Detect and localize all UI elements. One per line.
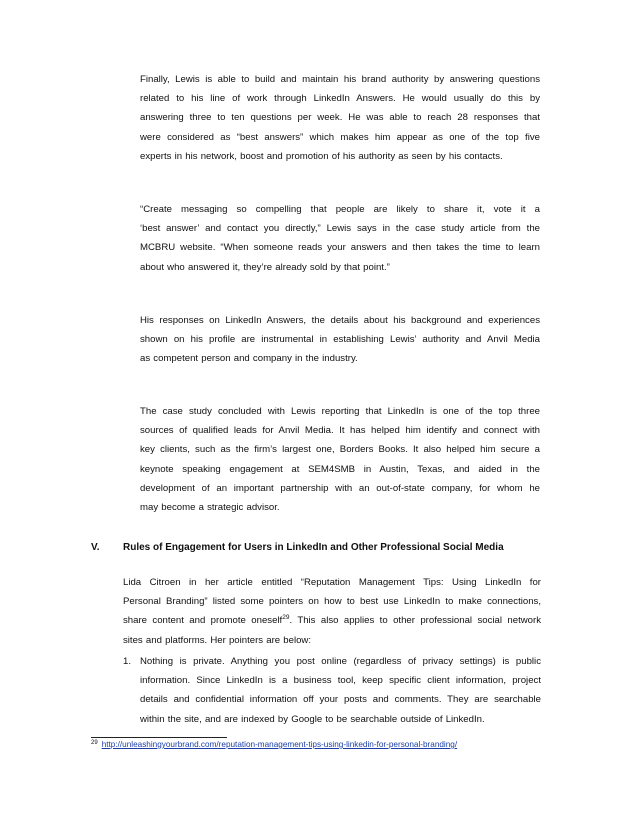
paragraph-brand-authority bbox=[140, 70, 540, 166]
paragraph-line: Personal Branding” listed some pointers on how to best use LinkedIn to make connections, bbox=[123, 596, 541, 608]
paragraph-line: sites and platforms. Her pointers are below: bbox=[123, 634, 312, 646]
paragraph-line: MCBRU website. “When someone reads your answers and then takes the time to learn bbox=[140, 242, 540, 254]
paragraph-line: “Create messaging so compelling that people are likely to share it, vote it a bbox=[140, 204, 540, 215]
paragraph-line: The case study concluded with Lewis reporting that LinkedIn is one of the top three bbox=[140, 406, 540, 417]
paragraph-line: experts in his network, boost and promotion of his authority as seen by his contacts. bbox=[140, 150, 503, 162]
paragraph-line bbox=[123, 611, 541, 630]
paragraph-line: may become a strategic advisor. bbox=[140, 502, 280, 514]
footnote-divider bbox=[91, 737, 227, 738]
list-item-content bbox=[140, 652, 541, 729]
paragraph-line: keynote speaking engagement at SEM4SMB in Austin, Texas, and aided in the bbox=[140, 463, 540, 475]
paragraph-line: His responses on LinkedIn Answers, the details about his background and experiences bbox=[140, 315, 540, 326]
paragraph-line: sources of qualified leads for Anvil Media. It has helped him identify and connect with bbox=[140, 425, 540, 437]
paragraph-line: within the site, and are indexed by Google to be searchable outside of LinkedIn. bbox=[140, 713, 485, 725]
section-number: V. bbox=[91, 542, 100, 553]
paragraph-line: ‘best answer’ and contact you directly,” Lewis says in the case study article from the bbox=[140, 223, 540, 235]
paragraph-section-intro bbox=[123, 573, 541, 650]
paragraph-linkedin-answers bbox=[140, 311, 540, 369]
paragraph-line: Lida Citroen in her article entitled “Reputation Management Tips: Using LinkedIn for bbox=[123, 577, 541, 588]
paragraph-line: Finally, Lewis is able to build and maintain his brand authority by answering questions bbox=[140, 74, 540, 85]
paragraph-line: development of an important partnership with an out-of-state company, for whom he bbox=[140, 482, 540, 494]
paragraph-line: related to his line of work through LinkedIn Answers. He would usually do this by bbox=[140, 93, 540, 105]
line-text: . This also applies to other professional social network bbox=[289, 615, 541, 627]
paragraph-line: about who answered it, they’re already sold by that point.” bbox=[140, 261, 390, 273]
footnote-link[interactable]: http://unleashingyourbrand.com/reputation-management-tips-using-linkedin-for-personal-branding/ bbox=[101, 740, 458, 749]
paragraph-line: answering three to ten questions per week. He was able to reach 28 responses that bbox=[140, 112, 540, 124]
paragraph-line: key clients, such as the firm’s largest one, Borders Books. It also helped him secure a bbox=[140, 444, 540, 456]
list-marker: 1. bbox=[123, 656, 132, 667]
paragraph-quote bbox=[140, 200, 540, 277]
paragraph-line: as competent person and company in the industry. bbox=[140, 353, 358, 365]
paragraph-line: were considered as “best answers” which makes him appear as one of the top five bbox=[140, 131, 540, 143]
section-heading bbox=[91, 542, 561, 553]
paragraph-line: Nothing is private. Anything you post online (regardless of privacy settings) is public bbox=[140, 656, 541, 667]
line-text: share content and promote oneself bbox=[123, 615, 283, 627]
footnote bbox=[91, 740, 457, 749]
paragraph-line: shown on his profile are instrumental in establishing Lewis’ authority and Anvil Media bbox=[140, 334, 540, 346]
paragraph-line: details and confidential information off your posts and comments. They are searchable bbox=[140, 694, 541, 706]
paragraph-line: information. Since LinkedIn is a business tool, keep specific client information, project bbox=[140, 675, 541, 687]
list-item bbox=[123, 652, 541, 729]
footnote-number: 29 bbox=[91, 740, 98, 746]
section-title: Rules of Engagement for Users in LinkedIn and Other Professional Social Media bbox=[123, 542, 504, 553]
paragraph-case-study-conclusion bbox=[140, 402, 540, 517]
footnote-reference[interactable]: 29 bbox=[282, 614, 290, 622]
